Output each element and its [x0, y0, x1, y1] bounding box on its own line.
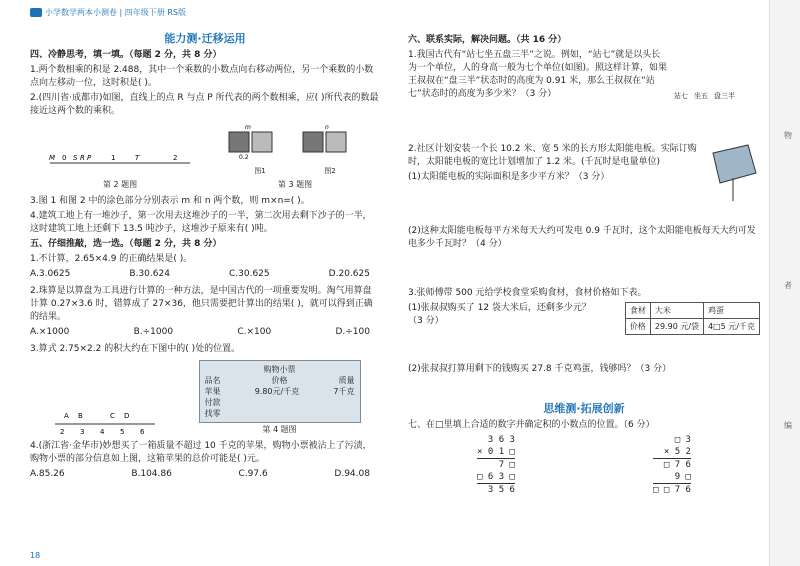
nl-label-R: R [80, 154, 85, 162]
fig3-sub-2: 图2 [324, 167, 336, 175]
price-cell: 鸡蛋 [704, 303, 760, 319]
calc-2 [653, 434, 691, 496]
part6-heading: 六、联系实际，解决问题。（共 16 分） [408, 35, 567, 45]
fig2-caption: 第 2 题图 [102, 180, 138, 189]
choice[interactable]: A.×1000 [30, 327, 70, 337]
calc-line: □ □ 7 6 [653, 485, 691, 495]
nl-label-T: T [135, 154, 140, 162]
p5-q4-choices [30, 468, 380, 481]
price-table-header [625, 303, 759, 319]
fig3-label-n: n [325, 124, 329, 131]
posture-sit-label: 坐五 [694, 92, 708, 100]
price-cell: 食材 [625, 303, 650, 319]
p5-q2-choices [30, 326, 380, 339]
choice[interactable]: C.97.6 [238, 469, 268, 479]
right-column [408, 28, 760, 496]
receipt-cell: 7千克 [333, 387, 355, 396]
p5-q3: 3.算式 2.75×2.2 的积大约在下图中的( )处的位置。 [30, 344, 241, 354]
posture-stand-label: 站七 [674, 92, 688, 100]
calc-line: □ 7 6 [663, 460, 691, 470]
sidebar-mark: 者 [784, 281, 792, 290]
choice[interactable]: C.30.625 [228, 269, 270, 279]
nl-label-S: S [73, 154, 78, 162]
receipt-header: 价格 [271, 376, 288, 385]
p6-q2: 2.社区计划安装一个长 10.2 米、宽 5 米的长方形太阳能电板。实际订购时，太阳能电板的宽比计划增加了 1.2 米。(千瓦时是电量单位) [408, 144, 697, 167]
calc-line: 9 □ [653, 471, 691, 484]
right-sidebar [769, 0, 800, 566]
calc-line: 3 6 3 [487, 435, 515, 445]
grid-1b [252, 132, 272, 152]
p5-q2: 2.珠算是以算盘为工具进行计算的一种方法，是中国古代的一项重要发明。淘气用算盘计算 0.27×3.6 时，错算成了 27×36，他只需要把计算出的结果( )，就可以得到正确的结果。 [30, 286, 373, 322]
calc-line: × 0 1 □ [477, 447, 515, 457]
nl-label-P: P [87, 154, 92, 162]
section-title-thinking: 思维测·拓展创新 [543, 402, 625, 415]
p4-q3: 3.图 1 和图 2 中的涂色部分分别表示 m 和 n 两个数，则 m×n=( )。 [30, 196, 310, 206]
fig3-label-02: 0.2 [239, 154, 249, 160]
receipt-change: 找零 [204, 409, 221, 418]
q3-tick-2: 2 [59, 428, 64, 436]
price-cell: 29.90 元/袋 [650, 319, 703, 335]
nl-label-M: M [49, 154, 56, 162]
grid-2b [326, 132, 346, 152]
receipt-headers [205, 375, 355, 386]
q3-tick-5: 5 [119, 428, 124, 436]
choice[interactable]: A.85.26 [30, 469, 65, 479]
posture-figures [674, 49, 735, 103]
p6-q3-block [408, 302, 760, 335]
part7-heading: 七、在□里填上合适的数字并确定积的小数点的位置。（6 分） [408, 420, 655, 430]
shopping-receipt [199, 360, 361, 423]
calc-1 [477, 434, 515, 496]
number-line [45, 151, 195, 173]
page-footer [30, 551, 40, 560]
fig4 [199, 360, 361, 436]
p6-q2b: (2)这种太阳能电板每平方米每天大约可发电 0.9 千瓦时，这个太阳能电板每天大约可发电多少千瓦时？（4 分） [408, 226, 756, 249]
posture-cross-label: 盘三半 [714, 92, 735, 100]
p6-q3: 3.张师傅带 500 元给学校食堂采购食材，食材价格如下表。 [408, 288, 647, 298]
choice[interactable]: D.20.625 [328, 269, 370, 279]
choice[interactable]: A.3.0625 [30, 269, 71, 279]
q3-number-line [50, 406, 160, 436]
q3-letter-D: D [123, 412, 129, 420]
q3-letter-B: B [77, 412, 83, 420]
fig3-caption: 第 3 题图 [277, 180, 313, 189]
nl-label-1: 1 [111, 154, 116, 162]
p6-q3a: (1)张叔叔购买了 12 袋大米后，还剩多少元？（3 分） [408, 303, 591, 326]
price-table-row [625, 319, 759, 335]
part5-heading: 五、仔细推敲，选一选。（每题 2 分，共 8 分） [30, 239, 222, 249]
q3-tick-4: 4 [99, 428, 104, 436]
p6-q2-block [408, 143, 760, 203]
calc-line: □ 3 [674, 435, 691, 445]
receipt-row [205, 386, 355, 397]
choice[interactable]: B.30.624 [129, 269, 170, 279]
sidebar-mark: 物 [784, 131, 792, 140]
left-column [30, 28, 380, 485]
receipt-cell: 苹果 [204, 387, 221, 396]
price-table [625, 302, 760, 335]
figures-row-1 [30, 122, 380, 191]
p5-q1-choices [30, 268, 380, 281]
nl-label-0: 0 [62, 154, 67, 162]
vertical-calcs [408, 434, 760, 496]
part4-heading: 四、冷静思考，填一填。（每题 2 分，共 8 分） [30, 50, 222, 60]
p4-q4: 4.建筑工地上有一堆沙子，第一次用去这堆沙子的一半，第二次用去剩下沙子的一半，这时建筑工地上还剩下 13.5 吨沙子，这堆沙子原来有( )吨。 [30, 211, 372, 234]
choice[interactable]: B.÷1000 [133, 327, 174, 337]
book-logo-icon [30, 8, 42, 17]
q3-letter-A: A [63, 412, 69, 420]
p6-q2a: (1)太阳能电板的实际面积是多少平方米？（3 分） [408, 172, 610, 182]
decimal-grids [225, 122, 365, 160]
book-title: 小学数学两本小测卷 | 四年级下册 RS版 [45, 7, 186, 17]
grid-2a [303, 132, 323, 152]
fig3-subcaptions [225, 165, 365, 178]
choice[interactable]: D.94.08 [334, 469, 370, 479]
grid-1a [229, 132, 249, 152]
receipt-title: 购物小票 [263, 365, 296, 374]
figures-row-2 [30, 360, 380, 436]
q3-tick-6: 6 [139, 428, 144, 436]
calc-line: 3 5 6 [487, 485, 515, 495]
sidebar-mark: 编 [784, 421, 792, 430]
choice[interactable]: D.÷100 [335, 327, 370, 337]
nl-label-2: 2 [173, 154, 178, 162]
page-number: 18 [30, 551, 41, 560]
price-cell: 大米 [650, 303, 703, 319]
p5-q1: 1.不计算，2.65×4.9 的正确结果是( )。 [30, 254, 193, 264]
receipt-cell: 9.80元/千克 [254, 387, 300, 396]
fig3-label-m: m [245, 124, 251, 131]
receipt-header: 质量 [338, 376, 355, 385]
p4-q2: 2.(四川省·成都市)如图，直线上的点 R 与点 P 所代表的两个数相乘，应( )所代表的数最接近这两个数的乘积。 [30, 93, 379, 116]
fig3 [225, 122, 365, 191]
p5-q4: 4.(浙江省·金华市)妙想买了一箱质量不超过 10 千克的苹果，购物小票被沾上了污渍，购物小票的部分信息如上图，这箱苹果的总价可能是( )元。 [30, 441, 372, 464]
receipt-pay: 付款 [204, 398, 221, 407]
price-cell: 4□5 元/千克 [704, 319, 760, 335]
p4-q1: 1.两个数相乘的积是 2.488，其中一个乘数的小数点向右移动两位，另一个乘数的小数点向左移动一位，这时积是( )。 [30, 65, 374, 88]
price-cell: 价格 [625, 319, 650, 335]
fig3-sub-1: 图1 [254, 167, 266, 175]
p6-q1-block [408, 49, 760, 103]
calc-line: 7 □ [498, 460, 515, 470]
calc-line: □ 6 3 □ [477, 472, 515, 482]
fig2 [45, 151, 195, 191]
section-title-ability: 能力测·迁移运用 [164, 32, 246, 45]
calc-line: × 5 2 [653, 446, 691, 459]
p6-q1: 1.我国古代有“站七坐五盘三半”之说。例如，“站七”就是以头长为一个单位，人的身高一般为七个单位(如图)。照这样计算，如果王叔叔在“盘三半”状态时的高度为 0.91 米，那么王叔叔在“站七”状态时的高度为多少米？（3 分） [408, 50, 668, 99]
book-header [30, 5, 186, 19]
choice[interactable]: B.104.86 [131, 469, 172, 479]
q3-letter-C: C [109, 412, 115, 420]
fig4-caption: 第 4 题图 [262, 425, 297, 434]
p6-q3b: (2)张叔叔打算用剩下的钱购买 27.8 千克鸡蛋，钱够吗？（3 分） [408, 364, 672, 374]
solar-panel-icon [708, 143, 758, 203]
receipt-header: 品名 [204, 376, 221, 385]
q3-tick-3: 3 [79, 428, 84, 436]
choice[interactable]: C.×100 [237, 327, 272, 337]
